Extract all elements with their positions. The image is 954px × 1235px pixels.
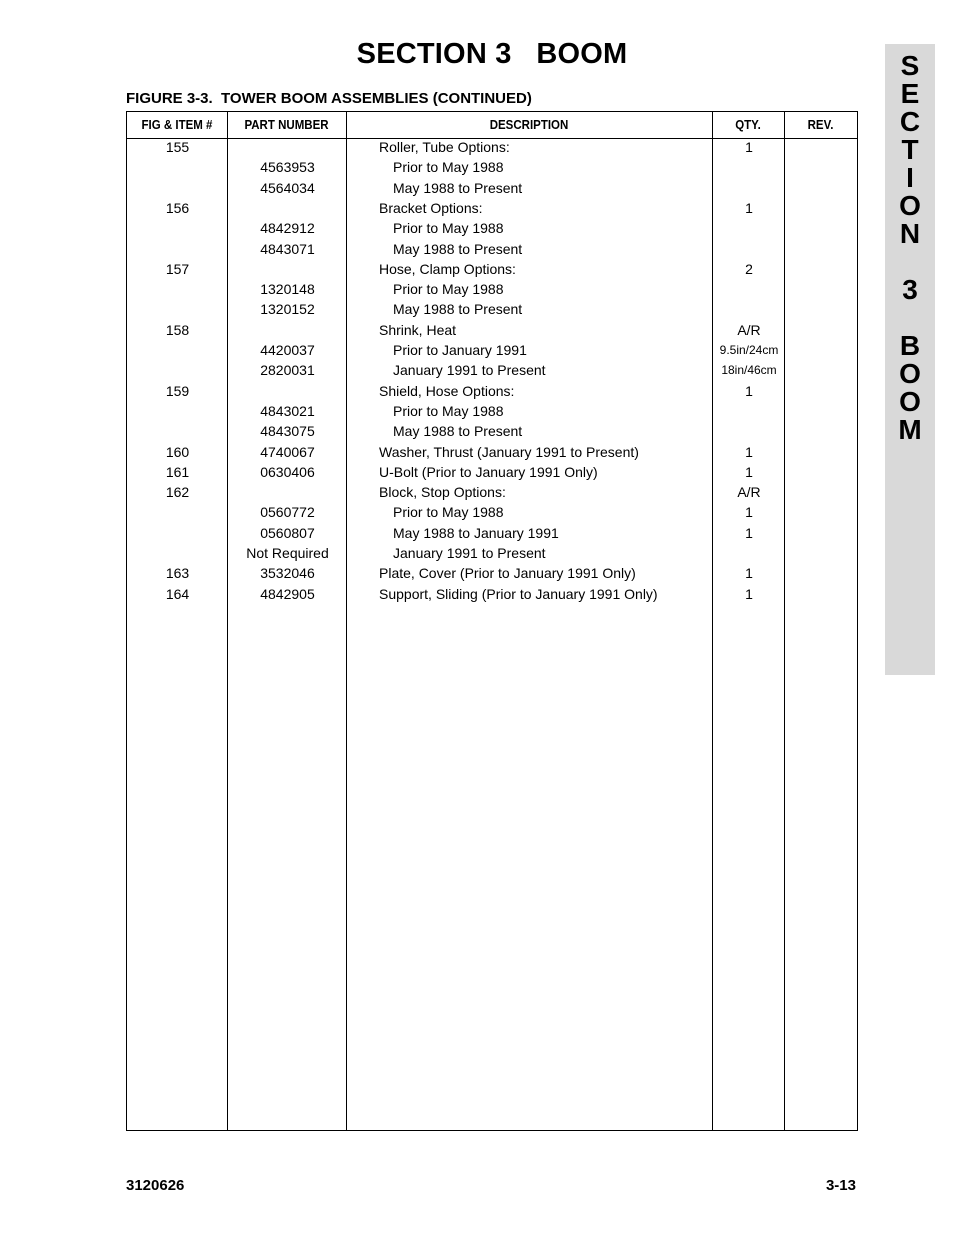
table-row	[127, 259, 857, 279]
header-rev: REV.	[807, 118, 834, 132]
description: May 1988 to Present	[393, 301, 523, 318]
part-number: 1320152	[260, 301, 315, 318]
header-qty: QTY.	[735, 118, 761, 132]
table-row	[127, 279, 857, 299]
part-number: 4843021	[260, 402, 315, 419]
part-number: 3532046	[260, 565, 315, 582]
side-tab-letter: O	[899, 190, 921, 221]
page-title: SECTION 3 BOOM	[356, 38, 628, 70]
item-number: 159	[165, 382, 190, 399]
description: Prior to May 1988	[393, 281, 504, 298]
description: Washer, Thrust (January 1991 to Present)	[379, 443, 639, 460]
side-tab-letter: O	[899, 386, 921, 417]
table-row	[127, 218, 857, 238]
description: May 1988 to Present	[393, 179, 523, 196]
side-tab-letter: E	[900, 78, 920, 109]
item-number: 162	[165, 484, 190, 501]
side-tab-letter: N	[899, 218, 921, 249]
description: Plate, Cover (Prior to January 1991 Only)	[379, 565, 636, 582]
side-tab-letter: 3	[902, 274, 918, 305]
quantity: 9.5in/24cm	[719, 343, 779, 357]
description: Shrink, Heat	[379, 321, 457, 338]
part-number: 4843075	[260, 423, 315, 440]
quantity: 2	[745, 260, 753, 277]
table-row	[127, 442, 857, 462]
side-tab-letter: O	[899, 358, 921, 389]
table-row	[127, 543, 857, 563]
quantity: 1	[745, 585, 753, 602]
header-fig-item: FIG & ITEM #	[141, 118, 213, 132]
table-row	[127, 584, 857, 604]
item-number: 157	[165, 260, 190, 277]
item-number: 156	[165, 199, 190, 216]
section-side-tab	[885, 44, 935, 675]
part-number: 4420037	[260, 342, 315, 358]
table-row	[127, 157, 857, 177]
table-row	[127, 462, 857, 482]
part-number: 4563953	[260, 159, 315, 176]
side-tab-letter: B	[899, 330, 921, 361]
quantity: 1	[745, 524, 753, 541]
description: Block, Stop Options:	[379, 484, 506, 501]
description: Roller, Tube Options:	[379, 139, 510, 155]
description: Prior to May 1988	[393, 402, 504, 419]
table-row	[127, 137, 857, 157]
part-number: 0560807	[260, 524, 315, 541]
quantity: 1	[745, 382, 753, 399]
part-number: 4843071	[260, 240, 315, 257]
description: May 1988 to Present	[393, 240, 523, 257]
quantity: 1	[745, 504, 753, 521]
parts-table	[126, 111, 858, 1131]
side-tab-letter: T	[901, 134, 919, 165]
item-number: 160	[165, 443, 190, 460]
description: May 1988 to January 1991	[393, 524, 559, 541]
quantity: A/R	[737, 484, 761, 501]
part-number: 4564034	[260, 179, 315, 196]
table-row	[127, 360, 857, 380]
quantity: A/R	[737, 321, 761, 338]
quantity: 1	[745, 139, 753, 155]
description: Prior to May 1988	[393, 159, 504, 176]
quantity: 1	[745, 199, 753, 216]
table-row	[127, 178, 857, 198]
header-description: DESCRIPTION	[489, 118, 569, 132]
table-row	[127, 563, 857, 583]
quantity: 1	[745, 565, 753, 582]
description: Prior to January 1991	[393, 342, 527, 358]
side-tab-letter: C	[899, 106, 921, 137]
description: Prior to May 1988	[393, 504, 504, 521]
table-row	[127, 299, 857, 319]
document-number: 3120626	[126, 1177, 185, 1194]
table-row	[127, 239, 857, 259]
side-tab-letter: I	[906, 162, 914, 193]
table-row	[127, 482, 857, 502]
description: U-Bolt (Prior to January 1991 Only)	[379, 463, 598, 480]
table-row	[127, 502, 857, 522]
side-tab-letter: S	[900, 50, 920, 81]
quantity: 1	[745, 463, 753, 480]
table-row	[127, 421, 857, 441]
description: Bracket Options:	[379, 199, 483, 216]
part-number: 4842912	[260, 220, 315, 237]
table-row	[127, 523, 857, 543]
description: Shield, Hose Options:	[379, 382, 515, 399]
item-number: 161	[165, 463, 190, 480]
item-number: 155	[165, 139, 190, 155]
table-row	[127, 320, 857, 340]
table-row	[127, 340, 857, 360]
page-number: 3-13	[825, 1177, 856, 1194]
description: January 1991 to Present	[393, 362, 546, 379]
description: May 1988 to Present	[393, 423, 523, 440]
part-number: 1320148	[260, 281, 315, 298]
description: Hose, Clamp Options:	[379, 260, 516, 277]
description: Prior to May 1988	[393, 220, 504, 237]
part-number: 4740067	[260, 443, 315, 460]
part-number: 0560772	[260, 504, 315, 521]
part-number: 0630406	[260, 463, 315, 480]
part-number: Not Required	[246, 545, 329, 561]
table-row	[127, 198, 857, 218]
header-part-number: PART NUMBER	[244, 118, 329, 132]
quantity: 1	[745, 443, 753, 460]
quantity: 18in/46cm	[721, 363, 777, 378]
table-row	[127, 381, 857, 401]
item-number: 163	[165, 565, 190, 582]
part-number: 4842905	[260, 585, 315, 602]
description: January 1991 to Present	[393, 545, 546, 561]
description: Support, Sliding (Prior to January 1991 Only)	[379, 585, 658, 602]
table-row	[127, 401, 857, 421]
item-number: 158	[165, 321, 190, 338]
item-number: 164	[165, 585, 190, 602]
part-number: 2820031	[260, 362, 315, 379]
side-tab-letter: M	[898, 414, 922, 445]
figure-caption: FIGURE 3-3. TOWER BOOM ASSEMBLIES (CONTINUED)	[126, 90, 532, 107]
